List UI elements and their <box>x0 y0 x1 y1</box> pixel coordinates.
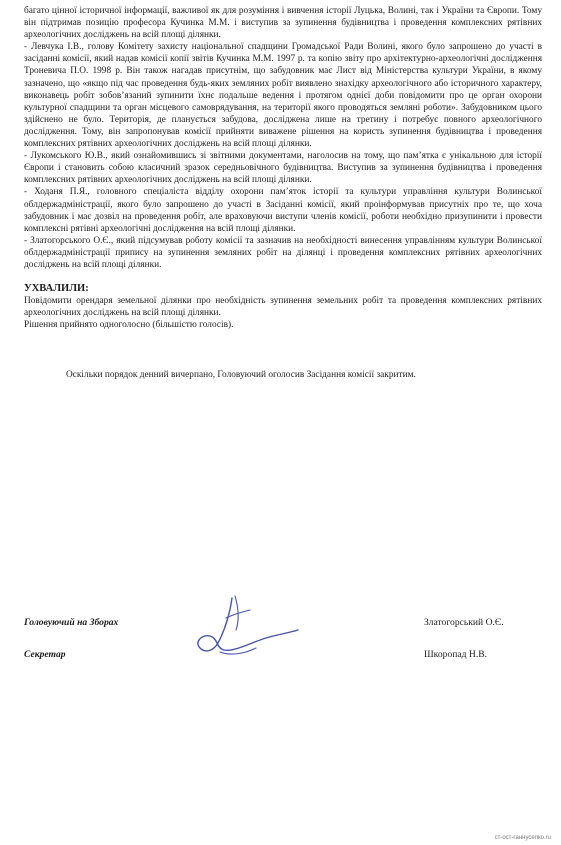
resolution-heading: УХВАЛИЛИ: <box>24 283 89 295</box>
paragraph-levchuk: - Левчука І.В., голову Комітету захисту національної спадщини Громадської Ради Волині, якого було запрошено до участі в засіданні комісії, який надав комісії копії звітів Кучинка М.М. 1997 р. та копію звіту про архітектурно-археологічні дослідження Троневича П.О. 1998 р. Він також нагадав присутнім, що забудовник має Лист від Міністерства культури України, в якому зазначено, що «якщо під час проведення будь-яких земляних робіт виявлено знахідку археологічного або історичного характеру, виконавець робіт зобов’язаний зупинити їхнє подальше ведення і протягом однієї доби повідомити про це орган охорони культурної спадщини та орган місцевого самоврядування, на території якого проводяться земляні роботи». Забудовником цього здійснено не було. Територія, де планується забудова, досліджена лише на третину і потребує повного археологічного дослідження. Тому, він запропонував комісії прийняти виважене рішення на користь зупинення будівництва і проведення комплексних рятівних археологічних досліджень на всій площі ділянки. <box>24 42 542 150</box>
resolution-text: Повідомити орендаря земельної ділянки про необхідність зупинення земельних робіт та проведення комплексних рятівних археологічних досліджень на всій площі ділянки. <box>24 296 542 319</box>
handwritten-signature <box>180 588 310 668</box>
secretary-role: Секретар <box>24 649 66 660</box>
minutes-body <box>24 5 542 381</box>
chair-role: Головуючий на Зборах <box>24 617 119 628</box>
secretary-name: Шкоропад Н.В. <box>424 649 488 660</box>
paragraph-zlatohorsky: - Златогорського О.Є., який підсумував роботу комісії та зазначив на необхідності винесення управлінням культури Волинської облдержадміністрації припису на зупинення земляних робіт на ділянці і проведення комплексних рятівних археологічних досліджень на всій площі ділянки. <box>24 235 542 270</box>
paragraph-khodan: - Ходаня П.Я., головного спеціаліста відділу охорони пам’яток історії та культури управління культури Волинської облдержадміністрації, якого було запрошено до участі в Засіданні комісії, який проінформував присутніх про те, що хоча забудовник і має дозвіл на проведення робіт, але враховуючи виступи членів комісії, роботи необхідно призупинити і провести комплексні рятівні археологічні дослідження на всій площі ділянки. <box>24 187 542 234</box>
site-watermark: ст-ост-ганнусепко.ru <box>494 835 551 841</box>
paragraph-lukomsky: - Лукомського Ю.В., який ознайомившись зі звітними документами, наголосив на тому, що пам’ятка є унікальною для історії Європи і становить собою класичний зразок середньовічного будівництва. Виступив за зупинення будівництва і проведення комплексних рятівних археологічних досліджень на всій площі ділянки. <box>24 151 542 186</box>
resolution-vote: Рішення прийнято одноголосно (більшістю голосів). <box>24 320 234 331</box>
paragraph-intro: багато цінної історичної інформації, важливої як для розуміння і вивчення історії Луцька, Волині, так і України та Європи. Тому він підтримав позицію професора Кучинка М.М. і виступив за зупинення будівництва і проведення комплексних рятівних археологічних досліджень на всій площі ділянки. <box>24 6 542 41</box>
closing-text: Оскільки порядок денний вичерпано, Головуючий оголосив Засідання комісії закритим. <box>66 370 416 381</box>
chair-name: Златогорський О.Є. <box>424 617 504 628</box>
